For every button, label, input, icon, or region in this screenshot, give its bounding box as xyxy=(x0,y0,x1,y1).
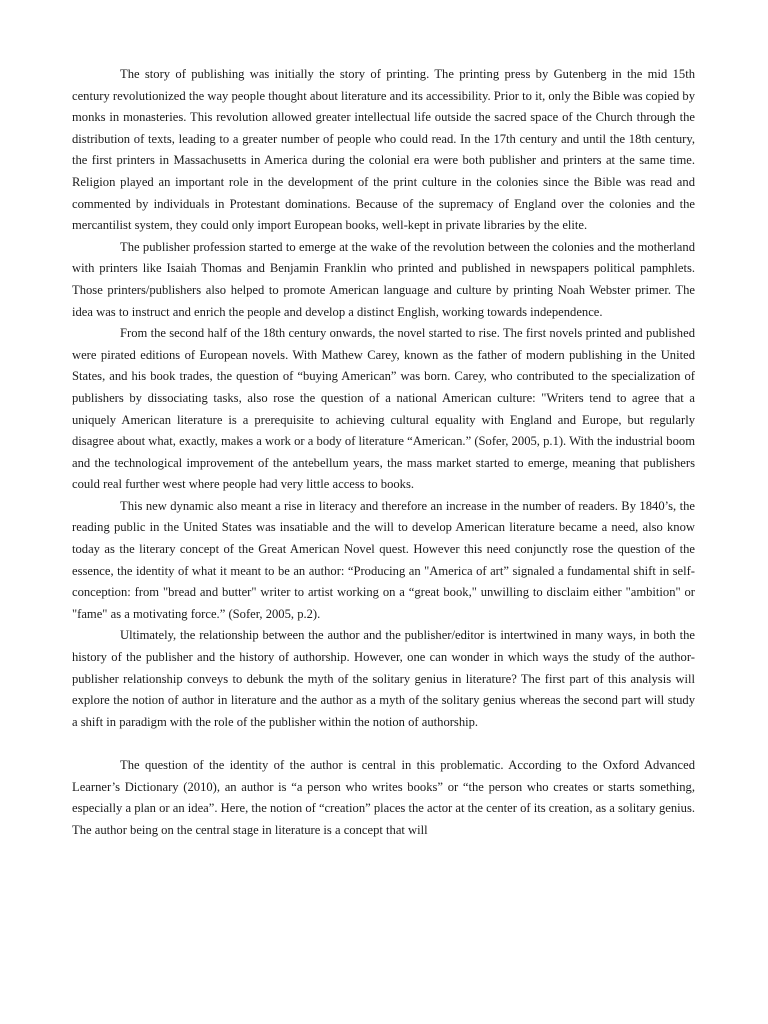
paragraph-publisher-profession: The publisher profession started to emerge at the wake of the revolution between the colonies and the motherland with printers like Isaiah Thomas and Benjamin Franklin who printed and published in newspapers political pamphlets. Those printers/publishers also helped to promote American language and culture by printing Noah Webster primer. The idea was to instruct and enrich the people and develop a distinct English, working towards independence. xyxy=(72,239,695,319)
document-page xyxy=(72,64,695,841)
paragraph-author-publisher-relationship: Ultimately, the relationship between the author and the publisher/editor is intertwined in many ways, in both the history of the publisher and the history of authorship. However, one can wonder in which ways the study of the author-publisher relationship conveys to debunk the myth of the solitary genius in literature? The first part of this analysis will explore the notion of author in literature and the author as a myth of the solitary genius whereas the second part will study a shift in paradigm with the role of the publisher within the notion of authorship. xyxy=(72,628,695,729)
section-spacer xyxy=(72,733,695,755)
paragraph-history-of-printing: The story of publishing was initially the story of printing. The printing press by Gutenberg in the mid 15th century revolutionized the way people thought about literature and its accessibility. Prior to it, only the Bible was copied by monks in monasteries. This revolution allowed greater intellectual life outside the sacred space of the Church through the distribution of texts, leading to a greater number of people who could read. In the 17th century and until the 18th century, the first printers in Massachusetts in America during the colonial era were both publisher and printers at the same time. Religion played an important role in the development of the print culture in the colonies since the Bible was read and commented by individuals in Protestant dominations. Because of the supremacy of England over the colonies and the mercantilist system, they could only import European books, well-kept in private libraries by the elite. xyxy=(72,67,695,233)
paragraph-rise-of-novel: From the second half of the 18th century onwards, the novel started to rise. The first novels printed and published were pirated editions of European novels. With Mathew Carey, known as the father of modern publishing in the United States, and his book trades, the question of “buying American” was born. Carey, who contributed to the specialization of publishers by dissociating tasks, also rose the question of a national American culture: "Writers tend to agree that a uniquely American literature is a prerequisite to achieving cultural equality with England and Europe, but regularly disagree about what, exactly, makes a work or a body of literature “American.” (Sofer, 2005, p.1). With the industrial boom and the technological improvement of the antebellum years, the mass market started to emerge, meaning that publishers could real further west where people had very little access to books. xyxy=(72,326,695,492)
paragraph-literacy-dynamic: This new dynamic also meant a rise in literacy and therefore an increase in the number of readers. By 1840’s, the reading public in the United States was insatiable and the will to develop American literature became a need, also know today as the literary concept of the Great American Novel quest. However this need conjunctly rose the question of the essence, the identity of what it meant to be an author: “Producing an "America of art” signaled a fundamental shift in self-conception: from "bread and butter" writer to artist working on a “great book," unwilling to disclaim either "ambition" or "fame" as a motivating force.” (Sofer, 2005, p.2). xyxy=(72,498,695,621)
paragraph-identity-of-author: The question of the identity of the author is central in this problematic. According to the Oxford Advanced Learner’s Dictionary (2010), an author is “a person who writes books” or “the person who creates or starts something, especially a plan or an idea”. Here, the notion of “creation” places the actor at the center of its creation, as a solitary genius. The author being on the central stage in literature is a concept that will xyxy=(72,758,695,837)
